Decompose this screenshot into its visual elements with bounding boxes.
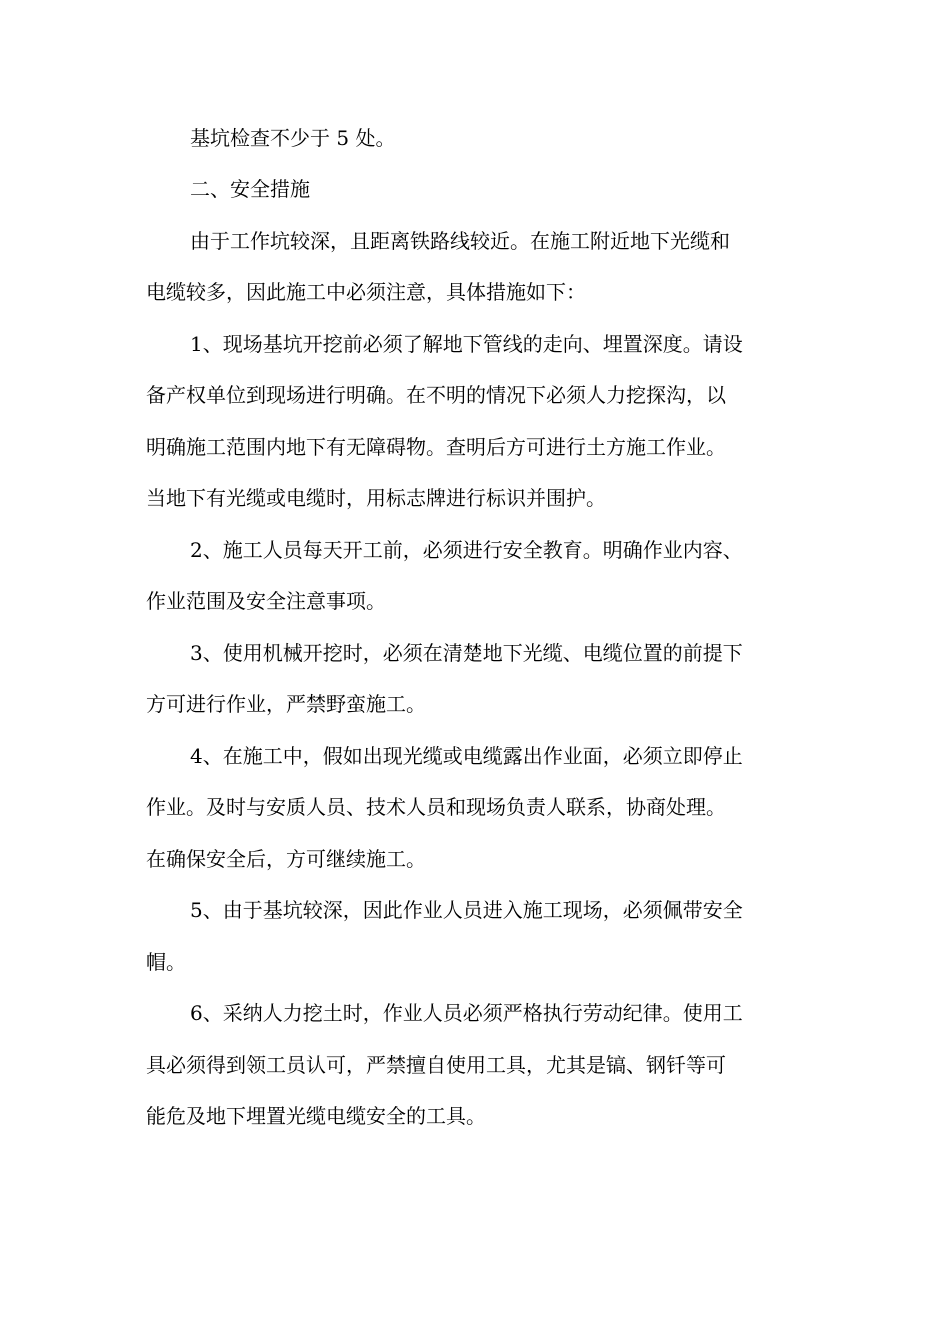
- text-line: 帽。: [146, 950, 186, 974]
- list-item-line: 3、使用机械开挖时，必须在清楚地下光缆、电缆位置的前提下: [190, 641, 743, 665]
- text-line: 方可进行作业，严禁野蛮施工。: [146, 692, 426, 716]
- list-item-line: 5、由于基坑较深，因此作业人员进入施工现场，必须佩带安全: [190, 898, 743, 922]
- text-line: 明确施工范围内地下有无障碍物。查明后方可进行土方施工作业。: [146, 435, 726, 459]
- list-item-line: 1、现场基坑开挖前必须了解地下管线的走向、埋置深度。请设: [190, 332, 743, 356]
- list-item-line: 6、采纳人力挖土时，作业人员必须严格执行劳动纪律。使用工: [190, 1001, 743, 1025]
- text-line: 备产权单位到现场进行明确。在不明的情况下必须人力挖探沟，以: [146, 383, 726, 407]
- list-item-line: 4、在施工中，假如出现光缆或电缆露出作业面，必须立即停止: [190, 744, 743, 768]
- text-line: 电缆较多，因此施工中必须注意，具体措施如下：: [146, 280, 586, 304]
- text-line: 能危及地下埋置光缆电缆安全的工具。: [146, 1104, 486, 1128]
- text-line: 当地下有光缆或电缆时，用标志牌进行标识并围护。: [146, 486, 606, 510]
- list-item-line: 2、施工人员每天开工前，必须进行安全教育。明确作业内容、: [190, 538, 743, 562]
- text-line: 具必须得到领工员认可，严禁擅自使用工具，尤其是镐、钢钎等可: [146, 1053, 726, 1077]
- text-line: 作业范围及安全注意事项。: [146, 589, 386, 613]
- text-line: 基坑检查不少于 5 处。: [190, 126, 396, 150]
- text-line: 由于工作坑较深，且距离铁路线较近。在施工附近地下光缆和: [190, 229, 730, 253]
- section-heading: 二、安全措施: [190, 177, 310, 201]
- text-line: 在确保安全后，方可继续施工。: [146, 847, 426, 871]
- text-line: 作业。及时与安质人员、技术人员和现场负责人联系，协商处理。: [146, 795, 726, 819]
